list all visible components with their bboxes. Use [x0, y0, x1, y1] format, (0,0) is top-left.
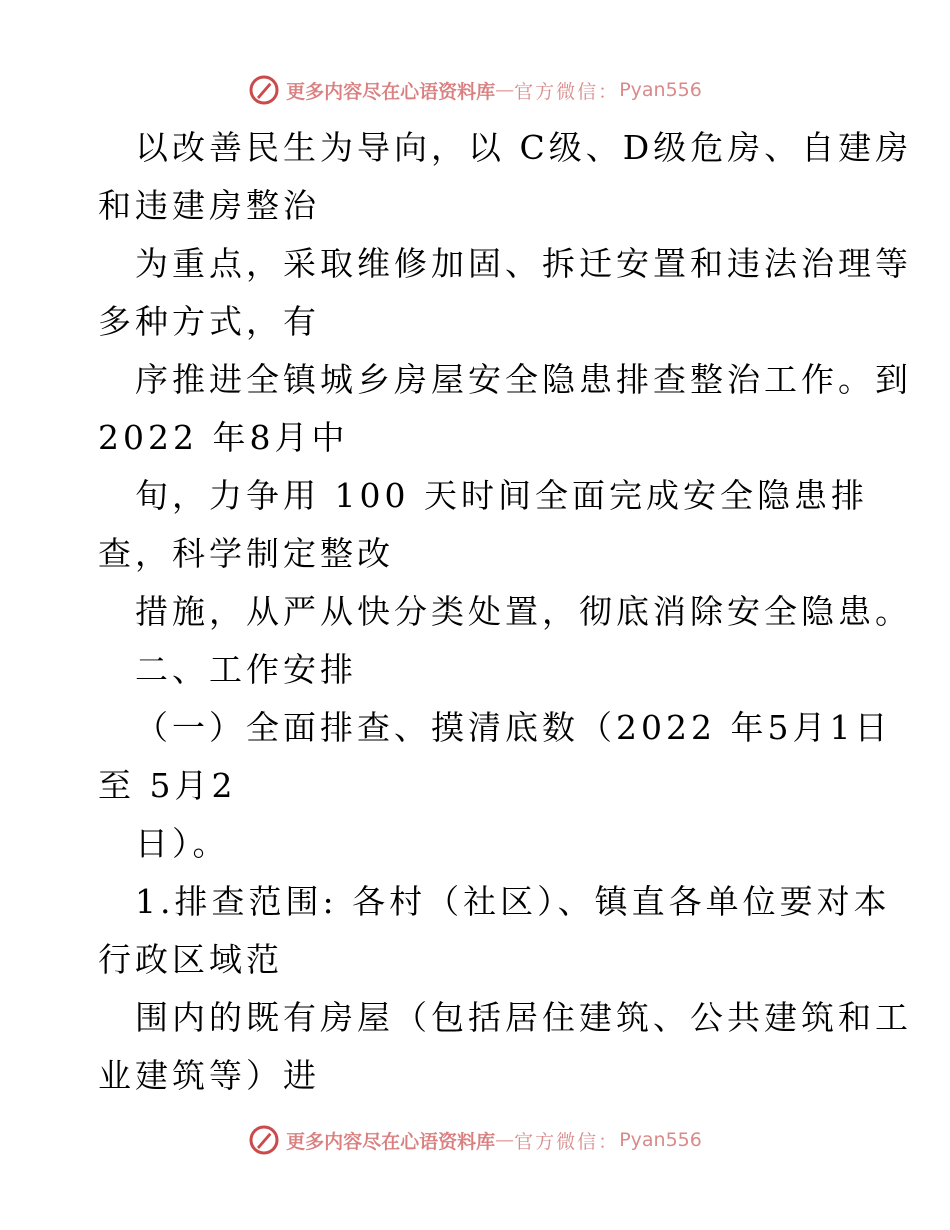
body-line: 为重点，采取维修加固、拆迁安置和违法治理等 — [135, 244, 912, 283]
body-line: 措施，从严从快分类处置，彻底消除安全隐患。 — [135, 592, 912, 631]
body-line: 1.排查范围: 各村（社区）、镇直各单位要对本 — [135, 882, 891, 921]
body-line: 围内的既有房屋（包括居住建筑、公共建筑和工 — [135, 998, 912, 1037]
banner-title: 更多内容尽在心语资料库 — [286, 1130, 496, 1153]
header-banner — [0, 70, 950, 110]
quill-circle-logo-icon — [248, 1124, 280, 1156]
body-line: 多种方式，有 — [98, 302, 320, 341]
banner-wechat-label: 官方微信： — [514, 1130, 620, 1153]
banner-wechat-id: Pyan556 — [619, 79, 702, 101]
body-line: 旬，力争用 100 天时间全面完成安全隐患排 — [135, 476, 868, 515]
body-line: 2022 年8月中 — [98, 418, 349, 457]
banner-wechat-label: 官方微信： — [514, 80, 620, 103]
banner-dash: — — [495, 79, 515, 101]
footer-banner — [0, 1120, 950, 1160]
body-line: 行政区域范 — [98, 940, 283, 979]
body-line: 查，科学制定整改 — [98, 534, 394, 573]
body-line: 以改善民生为导向，以 C级、D级危房、自建房 — [135, 128, 913, 167]
body-line: 至 5月2 — [98, 766, 237, 805]
banner-title: 更多内容尽在心语资料库 — [286, 80, 496, 103]
banner-wechat-id: Pyan556 — [619, 1129, 702, 1151]
body-line: 业建筑等）进 — [98, 1056, 320, 1095]
body-line: 序推进全镇城乡房屋安全隐患排查整治工作。到 — [135, 360, 912, 399]
section-heading: 二、工作安排 — [135, 650, 357, 689]
banner-dash: — — [495, 1129, 515, 1151]
quill-circle-logo-icon — [248, 74, 280, 106]
body-line: （一）全面排查、摸清底数（2022 年5月1日 — [135, 708, 892, 747]
body-line: 和违建房整治 — [98, 186, 320, 225]
body-line: 日）。 — [135, 824, 230, 863]
